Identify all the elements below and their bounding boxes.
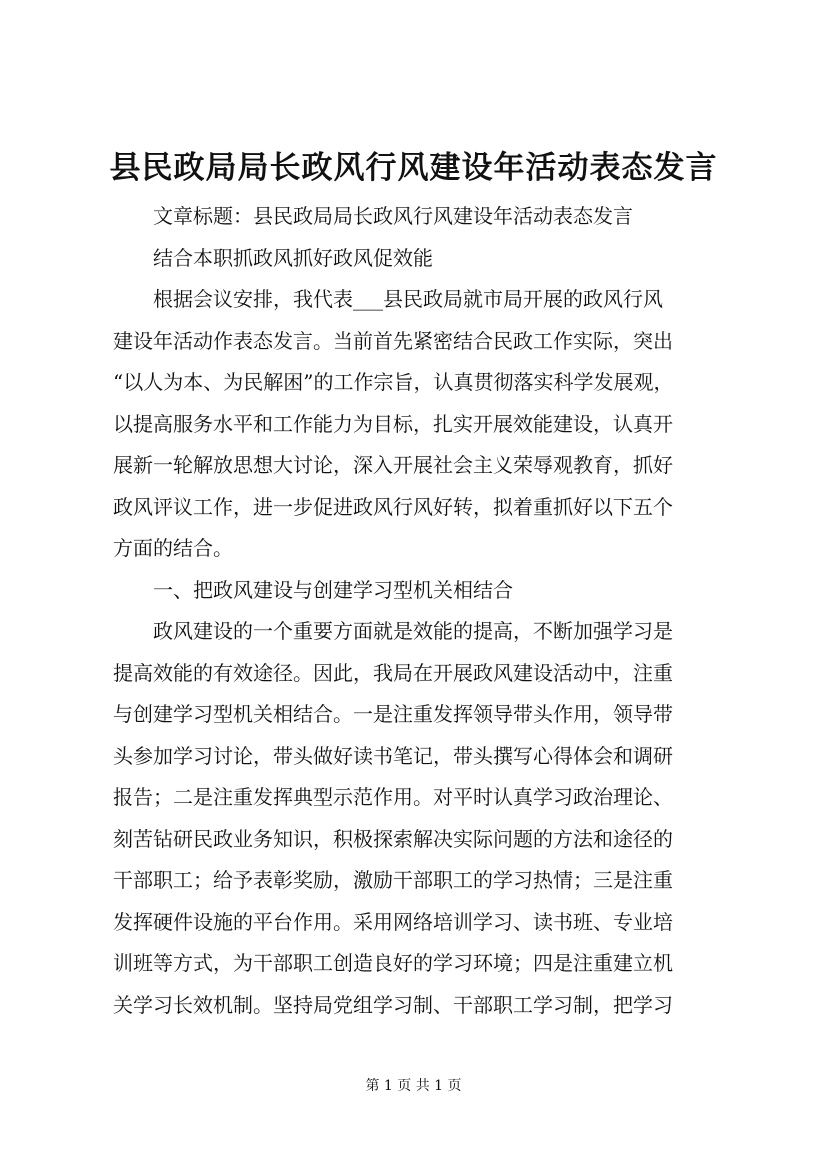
paragraph-line: 根据会议安排，我代表___县民政局就市局开展的政风行风 bbox=[153, 287, 663, 311]
paragraph-line: 关学习长效机制。坚持局党组学习制、干部职工学习制，把学习 bbox=[113, 992, 673, 1017]
paragraph-line: 展新一轮解放思想大讨论，深入开展社会主义荣辱观教育，抓好 bbox=[113, 453, 673, 477]
paragraph-line: 政风评议工作，进一步促进政风行风好转，拟着重抓好以下五个 bbox=[113, 494, 673, 519]
document-body bbox=[113, 196, 725, 1026]
paragraph-line: 与创建学习型机关相结合。一是注重发挥领导带头作用，领导带 bbox=[113, 702, 673, 726]
paragraph-line: 方面的结合。 bbox=[113, 536, 233, 560]
paragraph-line: 干部职工；给予表彰奖励，激励干部职工的学习热情；三是注重 bbox=[113, 868, 673, 892]
section-heading: 一、把政风建设与创建学习型机关相结合 bbox=[153, 577, 513, 602]
paragraph-line: 报告；二是注重发挥典型示范作用。对平时认真学习政治理论、 bbox=[113, 785, 673, 809]
subtitle-line: 结合本职抓政风抓好政风促效能 bbox=[153, 245, 433, 270]
article-title-line: 文章标题：县民政局局长政风行风建设年活动表态发言 bbox=[153, 204, 633, 228]
page-number-footer: 第 1 页 共 1 页 bbox=[365, 1078, 462, 1094]
paragraph-line: 提高效能的有效途径。因此，我局在开展政风建设活动中，注重 bbox=[113, 660, 673, 685]
document-title: 县民政局局长政风行风建设年活动表态发言 bbox=[109, 150, 718, 186]
paragraph-line: 以提高服务水平和工作能力为目标，扎实开展效能建设，认真开 bbox=[113, 411, 673, 436]
paragraph-line: 刻苦钻研民政业务知识，积极探索解决实际问题的方法和途径的 bbox=[113, 826, 673, 851]
paragraph-line: 发挥硬件设施的平台作用。采用网络培训学习、读书班、专业培 bbox=[113, 909, 673, 934]
paragraph-line: 建设年活动作表态发言。当前首先紧密结合民政工作实际，突出 bbox=[113, 328, 673, 353]
paragraph-line: 头参加学习讨论，带头做好读书笔记，带头撰写心得体会和调研 bbox=[113, 743, 673, 768]
paragraph-line: 政风建设的一个重要方面就是效能的提高，不断加强学习是 bbox=[153, 619, 673, 643]
paragraph-line: “以人为本、为民解困”的工作宗旨，认真贯彻落实科学发展观， bbox=[113, 370, 674, 394]
paragraph-line: 训班等方式，为干部职工创造良好的学习环境；四是注重建立机 bbox=[113, 951, 673, 975]
